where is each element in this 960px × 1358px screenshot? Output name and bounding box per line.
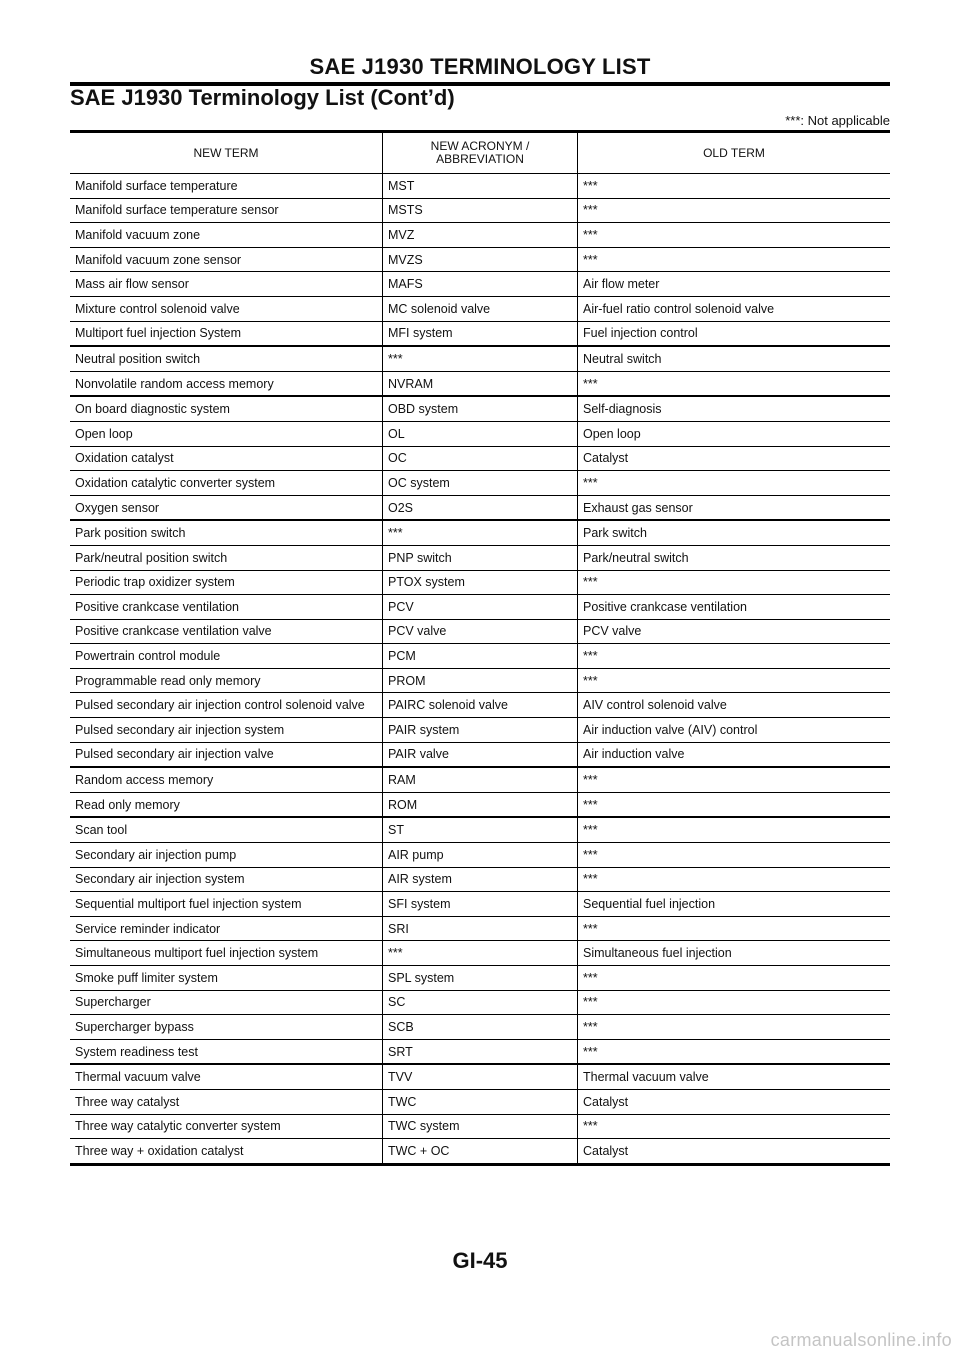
cell-new-acronym: ***	[383, 346, 578, 371]
cell-old-term: Park switch	[578, 520, 891, 545]
column-header-old-term: OLD TERM	[578, 132, 891, 174]
table-row	[70, 892, 890, 917]
table-row	[70, 990, 890, 1015]
cell-new-term: Park position switch	[70, 520, 383, 545]
table-row	[70, 174, 890, 199]
cell-new-acronym: OC system	[383, 471, 578, 496]
cell-new-acronym: SRT	[383, 1039, 578, 1064]
table-row	[70, 371, 890, 396]
cell-old-term: Open loop	[578, 421, 891, 446]
cell-old-term: Neutral switch	[578, 346, 891, 371]
table-row	[70, 1039, 890, 1064]
table-row	[70, 272, 890, 297]
table-row	[70, 296, 890, 321]
table-row	[70, 421, 890, 446]
cell-new-term: Service reminder indicator	[70, 916, 383, 941]
cell-new-acronym: SFI system	[383, 892, 578, 917]
table-row	[70, 693, 890, 718]
cell-new-acronym: PNP switch	[383, 545, 578, 570]
cell-new-acronym: ***	[383, 520, 578, 545]
cell-new-term: Pulsed secondary air injection system	[70, 718, 383, 743]
cell-new-term: Manifold vacuum zone	[70, 223, 383, 248]
column-header-new-acronym-text: NEW ACRONYM / ABBREVIATION	[430, 139, 530, 166]
cell-new-term: Multiport fuel injection System	[70, 321, 383, 346]
cell-new-acronym: MVZ	[383, 223, 578, 248]
cell-old-term: ***	[578, 867, 891, 892]
cell-new-term: Manifold surface temperature	[70, 174, 383, 199]
cell-new-term: Secondary air injection system	[70, 867, 383, 892]
cell-new-acronym: MAFS	[383, 272, 578, 297]
table-row	[70, 198, 890, 223]
cell-old-term: ***	[578, 371, 891, 396]
cell-new-acronym: TWC + OC	[383, 1139, 578, 1165]
table-row	[70, 767, 890, 792]
table-row	[70, 817, 890, 842]
cell-new-acronym: SCB	[383, 1015, 578, 1040]
cell-new-acronym: AIR system	[383, 867, 578, 892]
table-row	[70, 396, 890, 421]
table-row	[70, 471, 890, 496]
cell-new-acronym: OC	[383, 446, 578, 471]
cell-old-term: ***	[578, 990, 891, 1015]
cell-new-term: Scan tool	[70, 817, 383, 842]
watermark: carmanualsonline.info	[770, 1330, 952, 1350]
cell-new-term: On board diagnostic system	[70, 396, 383, 421]
table-row	[70, 223, 890, 248]
cell-old-term: Air induction valve	[578, 742, 891, 767]
cell-new-acronym: AIR pump	[383, 843, 578, 868]
cell-old-term: Positive crankcase ventilation	[578, 595, 891, 620]
cell-old-term: ***	[578, 916, 891, 941]
cell-old-term: Air-fuel ratio control solenoid valve	[578, 296, 891, 321]
cell-new-acronym: ROM	[383, 792, 578, 817]
cell-new-term: Three way catalytic converter system	[70, 1114, 383, 1139]
cell-old-term: ***	[578, 1015, 891, 1040]
cell-old-term: ***	[578, 223, 891, 248]
cell-new-term: Supercharger	[70, 990, 383, 1015]
table-row	[70, 570, 890, 595]
cell-new-acronym: O2S	[383, 495, 578, 520]
table-body	[70, 174, 890, 1165]
cell-new-acronym: ***	[383, 941, 578, 966]
table-row	[70, 1114, 890, 1139]
cell-old-term: ***	[578, 792, 891, 817]
cell-new-acronym: SRI	[383, 916, 578, 941]
table-row	[70, 247, 890, 272]
cell-new-term: Neutral position switch	[70, 346, 383, 371]
cell-old-term: ***	[578, 198, 891, 223]
column-header-new-acronym	[383, 132, 578, 174]
table-row	[70, 966, 890, 991]
table-row	[70, 742, 890, 767]
table-row	[70, 1064, 890, 1089]
cell-new-term: Random access memory	[70, 767, 383, 792]
cell-old-term: Park/neutral switch	[578, 545, 891, 570]
section-title: SAE J1930 TERMINOLOGY LIST	[309, 54, 651, 79]
page-title: SAE J1930 Terminology List (Cont’d)	[70, 85, 455, 110]
table-row	[70, 644, 890, 669]
cell-new-term: Thermal vacuum valve	[70, 1064, 383, 1089]
cell-old-term: ***	[578, 966, 891, 991]
cell-old-term: Exhaust gas sensor	[578, 495, 891, 520]
table-row	[70, 446, 890, 471]
cell-new-term: Manifold surface temperature sensor	[70, 198, 383, 223]
cell-new-acronym: RAM	[383, 767, 578, 792]
cell-new-acronym: SPL system	[383, 966, 578, 991]
cell-new-acronym: PCV	[383, 595, 578, 620]
cell-new-acronym: SC	[383, 990, 578, 1015]
table-row	[70, 792, 890, 817]
terminology-table-container	[70, 130, 890, 1166]
cell-new-term: Positive crankcase ventilation valve	[70, 619, 383, 644]
cell-old-term: Catalyst	[578, 446, 891, 471]
cell-new-term: Periodic trap oxidizer system	[70, 570, 383, 595]
cell-new-term: System readiness test	[70, 1039, 383, 1064]
table-row	[70, 668, 890, 693]
table-row	[70, 843, 890, 868]
cell-new-acronym: MVZS	[383, 247, 578, 272]
cell-new-term: Oxidation catalytic converter system	[70, 471, 383, 496]
cell-old-term: ***	[578, 174, 891, 199]
table-row	[70, 1015, 890, 1040]
cell-new-acronym: PCM	[383, 644, 578, 669]
cell-new-acronym: PAIR system	[383, 718, 578, 743]
page-number: GI-45	[452, 1248, 508, 1273]
table-header-row	[70, 132, 890, 174]
cell-old-term: ***	[578, 1039, 891, 1064]
table-row	[70, 1089, 890, 1114]
cell-new-acronym: TVV	[383, 1064, 578, 1089]
cell-new-acronym: MST	[383, 174, 578, 199]
terminology-table	[70, 130, 890, 1166]
cell-new-term: Manifold vacuum zone sensor	[70, 247, 383, 272]
cell-new-acronym: MC solenoid valve	[383, 296, 578, 321]
cell-new-term: Programmable read only memory	[70, 668, 383, 693]
cell-new-acronym: NVRAM	[383, 371, 578, 396]
cell-old-term: Air induction valve (AIV) control	[578, 718, 891, 743]
table-row	[70, 941, 890, 966]
cell-new-acronym: PAIRC solenoid valve	[383, 693, 578, 718]
cell-old-term: Sequential fuel injection	[578, 892, 891, 917]
cell-old-term: Catalyst	[578, 1089, 891, 1114]
cell-new-term: Positive crankcase ventilation	[70, 595, 383, 620]
cell-old-term: ***	[578, 570, 891, 595]
cell-new-term: Three way catalyst	[70, 1089, 383, 1114]
cell-new-acronym: TWC	[383, 1089, 578, 1114]
table-row	[70, 718, 890, 743]
cell-new-term: Open loop	[70, 421, 383, 446]
cell-new-term: Mass air flow sensor	[70, 272, 383, 297]
cell-new-term: Secondary air injection pump	[70, 843, 383, 868]
table-row	[70, 1139, 890, 1165]
cell-old-term: Thermal vacuum valve	[578, 1064, 891, 1089]
cell-new-acronym: MFI system	[383, 321, 578, 346]
cell-old-term: AIV control solenoid valve	[578, 693, 891, 718]
cell-new-term: Pulsed secondary air injection control solenoid valve	[70, 693, 383, 718]
cell-new-term: Read only memory	[70, 792, 383, 817]
cell-old-term: Simultaneous fuel injection	[578, 941, 891, 966]
cell-old-term: PCV valve	[578, 619, 891, 644]
cell-new-term: Smoke puff limiter system	[70, 966, 383, 991]
cell-new-acronym: PCV valve	[383, 619, 578, 644]
cell-old-term: ***	[578, 247, 891, 272]
cell-new-term: Park/neutral position switch	[70, 545, 383, 570]
cell-old-term: ***	[578, 817, 891, 842]
cell-old-term: ***	[578, 668, 891, 693]
table-row	[70, 321, 890, 346]
cell-old-term: ***	[578, 644, 891, 669]
cell-new-acronym: PROM	[383, 668, 578, 693]
cell-new-acronym: TWC system	[383, 1114, 578, 1139]
cell-new-term: Powertrain control module	[70, 644, 383, 669]
not-applicable-note: ***: Not applicable	[785, 113, 890, 128]
cell-old-term: ***	[578, 767, 891, 792]
column-header-new-term: NEW TERM	[70, 132, 383, 174]
table-row	[70, 545, 890, 570]
cell-new-term: Sequential multiport fuel injection system	[70, 892, 383, 917]
cell-old-term: Self-diagnosis	[578, 396, 891, 421]
cell-old-term: Catalyst	[578, 1139, 891, 1165]
cell-new-term: Simultaneous multiport fuel injection system	[70, 941, 383, 966]
cell-new-term: Three way + oxidation catalyst	[70, 1139, 383, 1165]
cell-old-term: ***	[578, 1114, 891, 1139]
cell-new-acronym: ST	[383, 817, 578, 842]
table-row	[70, 619, 890, 644]
cell-new-term: Nonvolatile random access memory	[70, 371, 383, 396]
cell-new-acronym: PAIR valve	[383, 742, 578, 767]
table-row	[70, 867, 890, 892]
cell-new-term: Mixture control solenoid valve	[70, 296, 383, 321]
cell-new-acronym: OL	[383, 421, 578, 446]
cell-new-term: Supercharger bypass	[70, 1015, 383, 1040]
cell-new-term: Oxidation catalyst	[70, 446, 383, 471]
cell-new-acronym: OBD system	[383, 396, 578, 421]
table-row	[70, 495, 890, 520]
cell-new-term: Pulsed secondary air injection valve	[70, 742, 383, 767]
cell-new-acronym: MSTS	[383, 198, 578, 223]
cell-new-acronym: PTOX system	[383, 570, 578, 595]
cell-old-term: Air flow meter	[578, 272, 891, 297]
table-row	[70, 916, 890, 941]
table-row	[70, 595, 890, 620]
cell-old-term: Fuel injection control	[578, 321, 891, 346]
table-row	[70, 520, 890, 545]
cell-new-term: Oxygen sensor	[70, 495, 383, 520]
cell-old-term: ***	[578, 843, 891, 868]
table-row	[70, 346, 890, 371]
cell-old-term: ***	[578, 471, 891, 496]
